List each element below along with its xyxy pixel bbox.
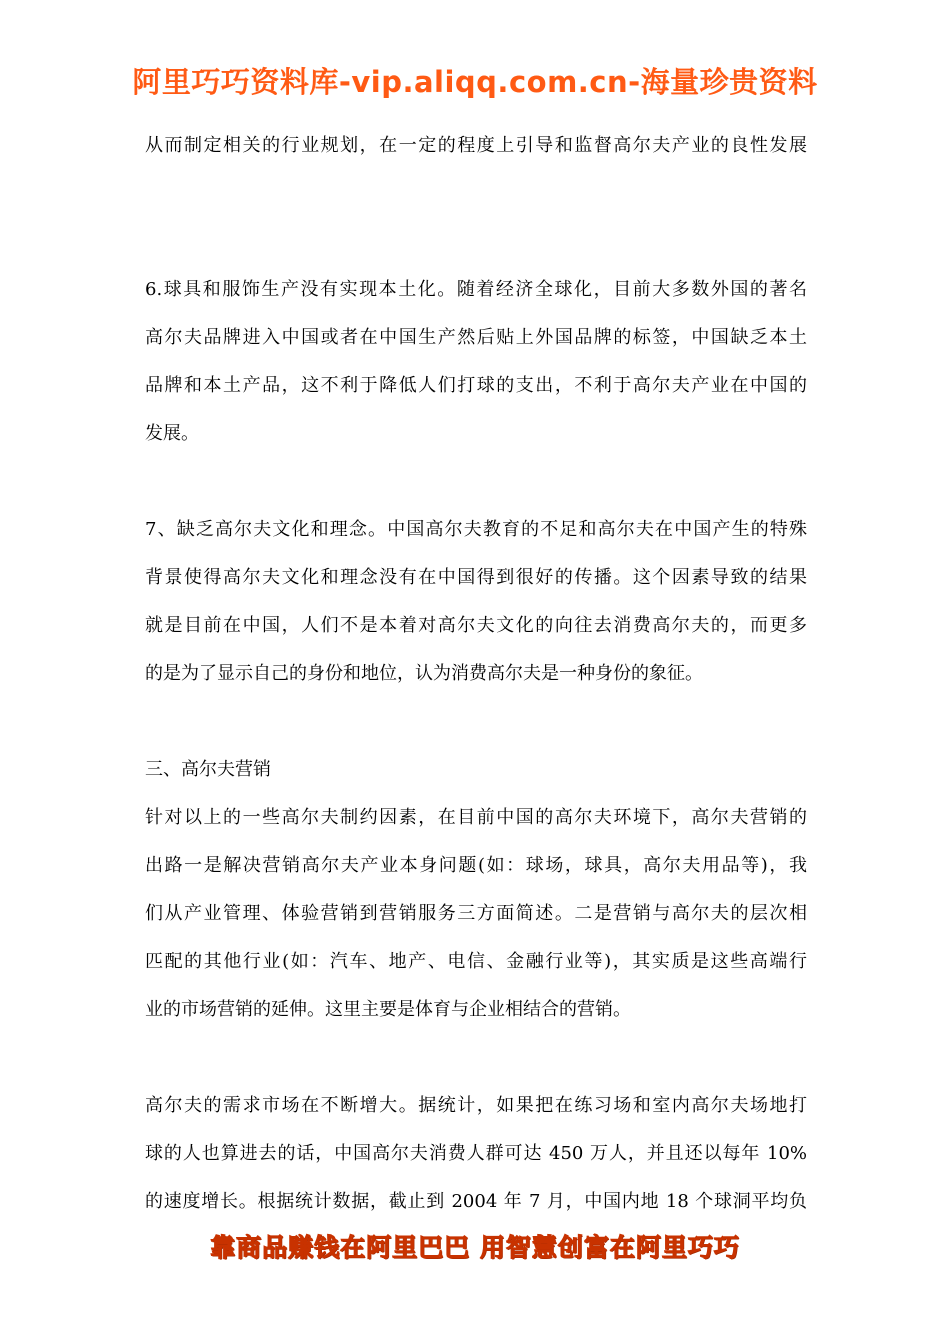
text-line: 的速度增长。根据统计数据，截止到 2004 年 7 月，中国内地 18 个球洞平均负 xyxy=(145,1191,807,1212)
text-line: 高尔夫的需求市场在不断增大。据统计，如果把在练习场和室内高尔夫场地打 xyxy=(145,1095,807,1116)
text-line: 6.球具和服饰生产没有实现本土化。随着经济全球化，目前大多数外国的著名 xyxy=(145,279,807,300)
text-line: 匹配的其他行业(如：汽车、地产、电信、金融行业等)，其实质是这些高端行 xyxy=(145,951,807,972)
header-banner: 阿里巧巧资料库-vip.aliqq.com.cn-海量珍贵资料 xyxy=(132,65,818,99)
text-line: 背景使得高尔夫文化和理念没有在中国得到很好的传播。这个因素导致的结果 xyxy=(145,567,807,588)
text-line: 7、缺乏高尔夫文化和理念。中国高尔夫教育的不足和高尔夫在中国产生的特殊 xyxy=(145,519,807,540)
footer-banner: 靠商品赚钱在阿里巴巴 用智慧创富在阿里巧巧 xyxy=(210,1233,740,1262)
text-line: 品牌和本土产品，这不利于降低人们打球的支出，不利于高尔夫产业在中国的 xyxy=(145,375,807,396)
text-line: 从而制定相关的行业规划，在一定的程度上引导和监督高尔夫产业的良性发展 xyxy=(145,135,807,156)
text-line: 就是目前在中国，人们不是本着对高尔夫文化的向往去消费高尔夫的，而更多 xyxy=(145,615,807,636)
text-line: 球的人也算进去的话，中国高尔夫消费人群可达 450 万人，并且还以每年 10% xyxy=(145,1143,807,1164)
text-line: 业的市场营销的延伸。这里主要是体育与企业相结合的营销。 xyxy=(145,999,631,1020)
text-line: 高尔夫品牌进入中国或者在中国生产然后贴上外国品牌的标签，中国缺乏本土 xyxy=(145,327,807,348)
text-line: 的是为了显示自己的身份和地位，认为消费高尔夫是一种身份的象征。 xyxy=(145,663,703,684)
text-line: 发展。 xyxy=(145,423,199,444)
text-line: 们从产业管理、体验营销到营销服务三方面简述。二是营销与高尔夫的层次相 xyxy=(145,903,807,924)
text-line: 出路一是解决营销高尔夫产业本身问题(如：球场，球具，高尔夫用品等)，我 xyxy=(145,855,807,876)
text-line: 针对以上的一些高尔夫制约因素，在目前中国的高尔夫环境下，高尔夫营销的 xyxy=(145,807,807,828)
section-heading: 三、高尔夫营销 xyxy=(145,759,271,780)
